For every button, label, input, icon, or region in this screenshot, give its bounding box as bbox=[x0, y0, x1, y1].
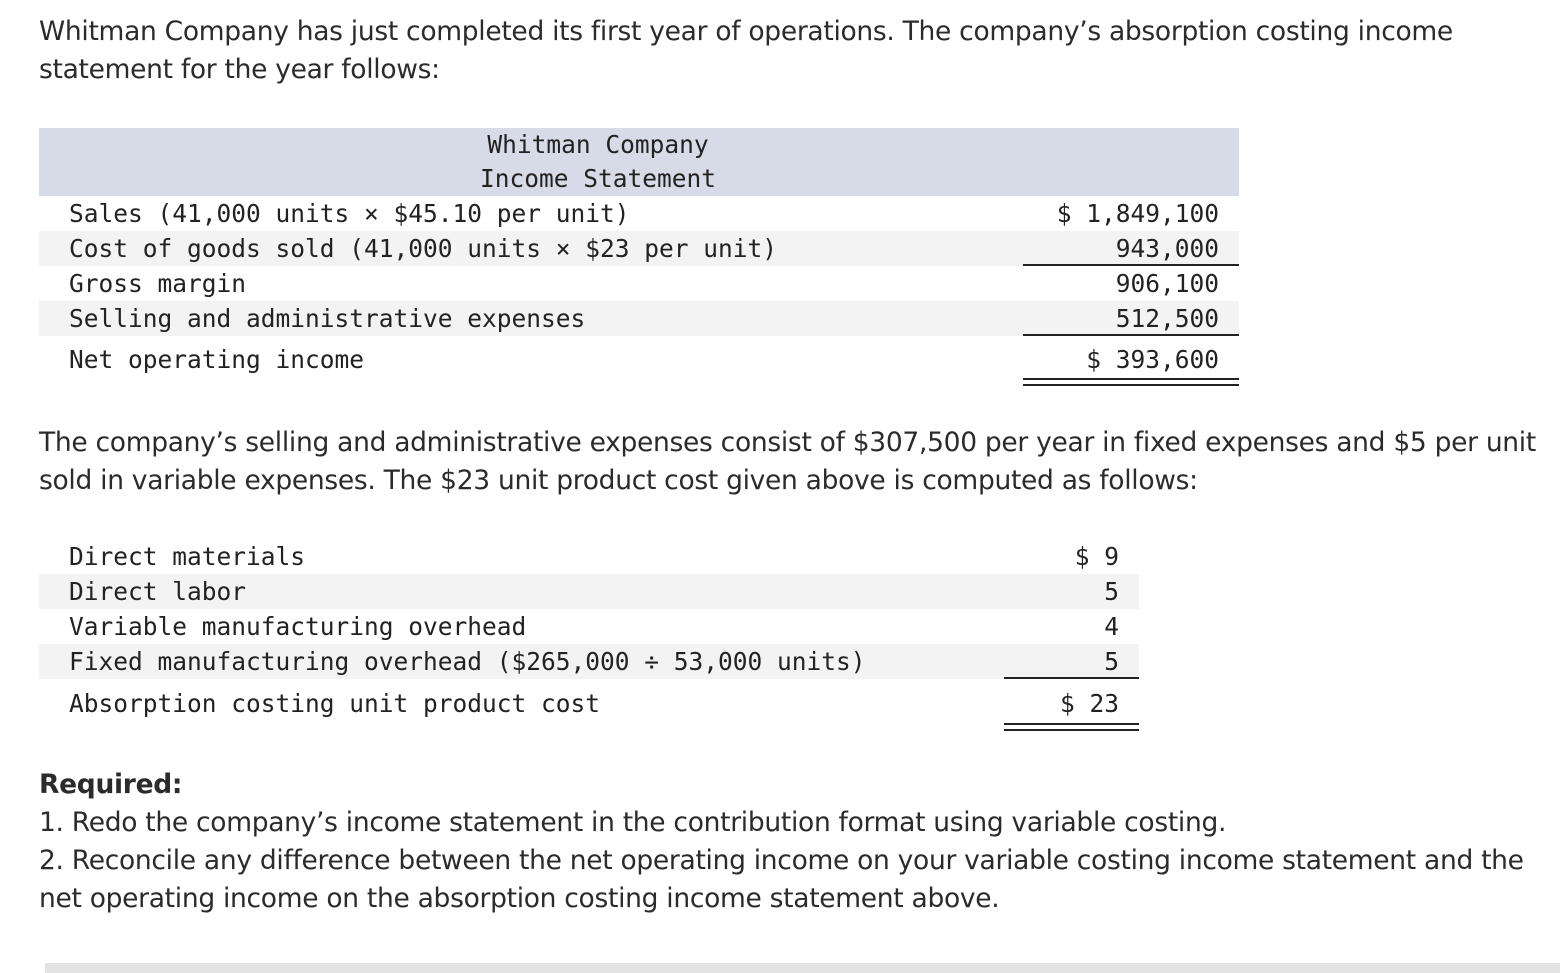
row-label: Cost of goods sold (41,000 units × $23 per unit) bbox=[69, 234, 778, 263]
income-statement-header bbox=[39, 128, 1239, 196]
direct-materials-row bbox=[39, 539, 1139, 574]
required-item-1: 1. Redo the company’s income statement in the contribution format using variable costing. bbox=[39, 807, 1227, 838]
row-amount: 512,500 bbox=[1115, 304, 1219, 333]
row-amount: 4 bbox=[1104, 612, 1119, 641]
gross-margin-row bbox=[39, 266, 1239, 301]
bottom-divider bbox=[45, 963, 1560, 973]
company-name: Whitman Company bbox=[487, 130, 709, 159]
direct-labor-row bbox=[39, 574, 1139, 609]
selling-admin-row bbox=[39, 301, 1239, 336]
row-label: Variable manufacturing overhead bbox=[69, 612, 527, 641]
row-amount: $ 23 bbox=[1059, 689, 1119, 718]
required-heading: Required: bbox=[39, 769, 183, 800]
total-double-rule bbox=[1004, 723, 1139, 731]
row-label: Fixed manufacturing overhead ($265,000 ÷ 53,000 units) bbox=[69, 647, 866, 676]
net-operating-income-row bbox=[39, 336, 1239, 386]
cogs-row bbox=[39, 231, 1239, 266]
required-section bbox=[39, 766, 1539, 918]
unit-cost-table bbox=[39, 539, 1139, 731]
sales-row bbox=[39, 196, 1239, 231]
row-amount: $ 1,849,100 bbox=[1056, 199, 1219, 228]
row-label: Direct materials bbox=[69, 542, 306, 571]
variable-overhead-row bbox=[39, 609, 1139, 644]
row-label: Direct labor bbox=[69, 577, 247, 606]
middle-paragraph: The company’s selling and administrative expenses consist of $307,500 per year in fixed expenses and $5 per unit sold in variable expenses. The $23 unit product cost given above is computed as follows: bbox=[39, 427, 1536, 496]
required-item-2: 2. Reconcile any difference between the net operating income on your variable costing income statement and the net operating income on the absorption costing income statement above. bbox=[39, 845, 1524, 914]
row-amount: 943,000 bbox=[1115, 234, 1219, 263]
row-amount: $ 393,600 bbox=[1086, 345, 1219, 374]
income-statement-table bbox=[39, 128, 1239, 386]
row-amount: 5 bbox=[1104, 577, 1119, 606]
unit-product-cost-row bbox=[39, 679, 1139, 731]
fixed-overhead-row bbox=[39, 644, 1139, 679]
row-label: Sales (41,000 units × $45.10 per unit) bbox=[69, 199, 630, 228]
total-double-rule bbox=[1023, 378, 1239, 386]
intro-paragraph: Whitman Company has just completed its first year of operations. The company’s absorption costing income statement for the year follows: bbox=[39, 16, 1453, 85]
row-label: Gross margin bbox=[69, 269, 247, 298]
row-label: Absorption costing unit product cost bbox=[69, 689, 601, 718]
statement-title: Income Statement bbox=[479, 164, 716, 193]
row-label: Net operating income bbox=[69, 345, 365, 374]
row-label: Selling and administrative expenses bbox=[69, 304, 586, 333]
row-amount: 5 bbox=[1104, 647, 1119, 676]
row-amount: 906,100 bbox=[1115, 269, 1219, 298]
row-amount: $ 9 bbox=[1074, 542, 1119, 571]
